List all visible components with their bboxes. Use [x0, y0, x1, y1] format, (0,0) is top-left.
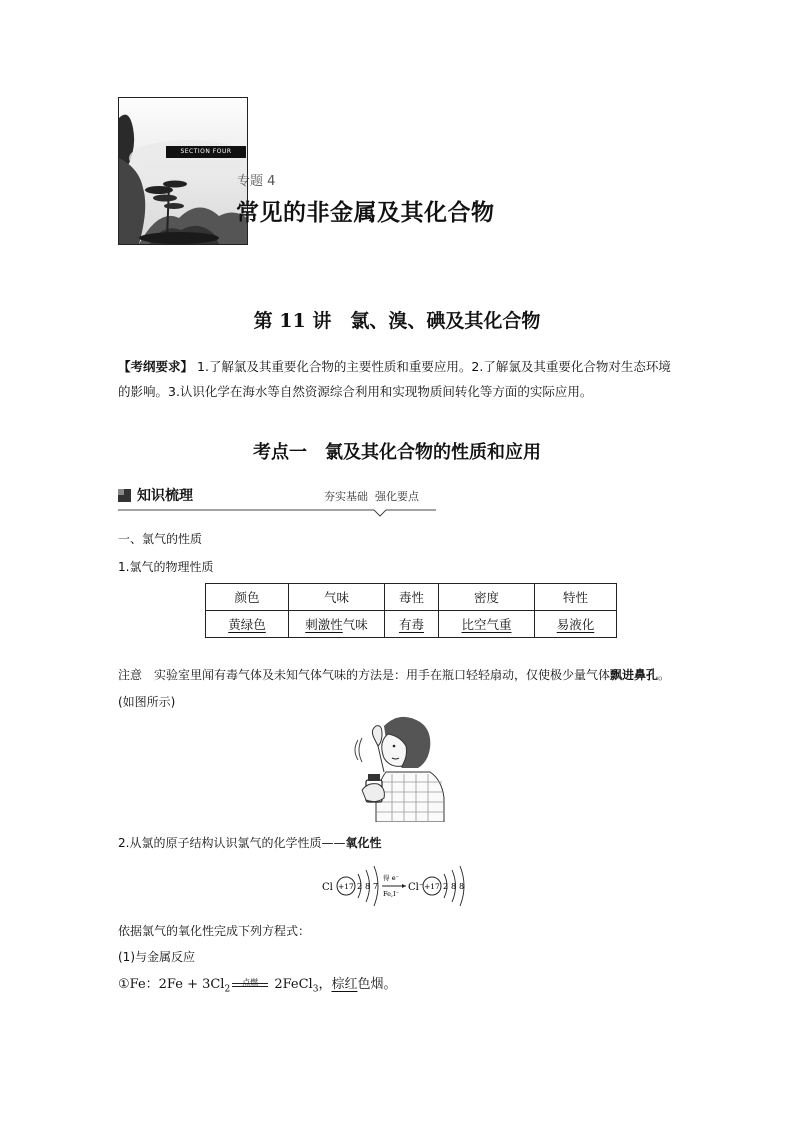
topic-label: 专题 4	[237, 174, 276, 189]
knowledge-title: 知识梳理	[137, 488, 193, 504]
table-header-row	[206, 584, 617, 611]
right-shell-1: 2	[443, 882, 449, 891]
exam-requirements	[118, 354, 678, 404]
header-feature: 特性	[535, 584, 617, 611]
note-bold: 飘进鼻孔	[610, 668, 659, 682]
value-toxicity: 有毒	[385, 611, 439, 638]
knowledge-square-icon	[118, 489, 131, 502]
value-color: 黄绿色	[206, 611, 289, 638]
note-paragraph: 注意 实验室里闻有毒气体及未知气体气味的方法是：用手在瓶口轻轻扇动，仅使极少量气体飘进鼻孔。(如图所示)	[118, 668, 671, 709]
properties-table	[205, 583, 617, 638]
requirements-text: 1.了解氯及其重要化合物的主要性质和重要应用。2.了解氯及其重要化合物对生态环境的影响。3.认识化学在海水等自然资源综合利用和实现物质间转化等方面的实际应用。	[118, 359, 671, 399]
value-feature: 易液化	[535, 611, 617, 638]
chlorine-atom-structure-diagram	[318, 858, 478, 914]
section-band: SECTION FOUR	[166, 146, 246, 158]
left-symbol: Cl	[322, 882, 333, 893]
smoke-color: 棕红	[331, 977, 358, 992]
header-color: 颜色	[206, 584, 289, 611]
topic-title: 常见的非金属及其化合物	[236, 200, 495, 226]
right-shell-3: 8	[459, 882, 465, 891]
value-odor: 刺激性气味	[289, 611, 385, 638]
arrow-top-label: 得 e⁻	[383, 874, 399, 882]
ignite-label: 点燃	[242, 978, 259, 987]
right-symbol: Cl⁻	[408, 882, 425, 893]
lecture-title: 第 11 讲 氯、溴、碘及其化合物	[253, 310, 541, 332]
header-toxicity: 毒性	[385, 584, 439, 611]
knowledge-subtitle: 夯实基础 强化要点	[324, 490, 419, 503]
header-density: 密度	[439, 584, 535, 611]
note-label: 注意	[118, 668, 143, 682]
wafting-gas-illustration	[348, 712, 448, 822]
value-density: 比空气重	[439, 611, 535, 638]
oxidizing-label: 氧化性	[345, 836, 382, 850]
knowledge-underline	[118, 507, 436, 519]
sub1-heading: 1.氯气的物理性质	[118, 560, 214, 574]
point-title: 考点一 氯及其化合物的性质和应用	[253, 442, 541, 463]
table-value-row	[206, 611, 617, 638]
left-shell-1: 2	[357, 882, 363, 891]
left-shell-2: 8	[365, 882, 371, 891]
intro-line: 依据氯气的氧化性完成下列方程式：	[118, 924, 311, 938]
left-shell-3: 7	[373, 882, 379, 891]
right-nucleus: +17	[424, 882, 440, 891]
requirements-tag: 【考纲要求】	[118, 359, 194, 374]
sub2-heading: 2.从氯的原子结构认识氯气的化学性质——氧化性	[118, 836, 382, 850]
right-shell-2: 8	[451, 882, 457, 891]
header-odor: 气味	[289, 584, 385, 611]
section-cover-image	[118, 97, 248, 245]
reaction-heading: (1)与金属反应	[118, 950, 195, 964]
arrow-bottom-label: Fe,I⁻	[383, 890, 400, 898]
section1-heading: 一、氯气的性质	[118, 532, 203, 546]
mountain-pine-illustration	[119, 98, 247, 244]
left-nucleus: +17	[338, 882, 354, 891]
equation-line: ①Fe：$2Fe + 3Cl_2$ 点燃 2FeCl$_3$，棕红色烟。	[118, 977, 397, 995]
